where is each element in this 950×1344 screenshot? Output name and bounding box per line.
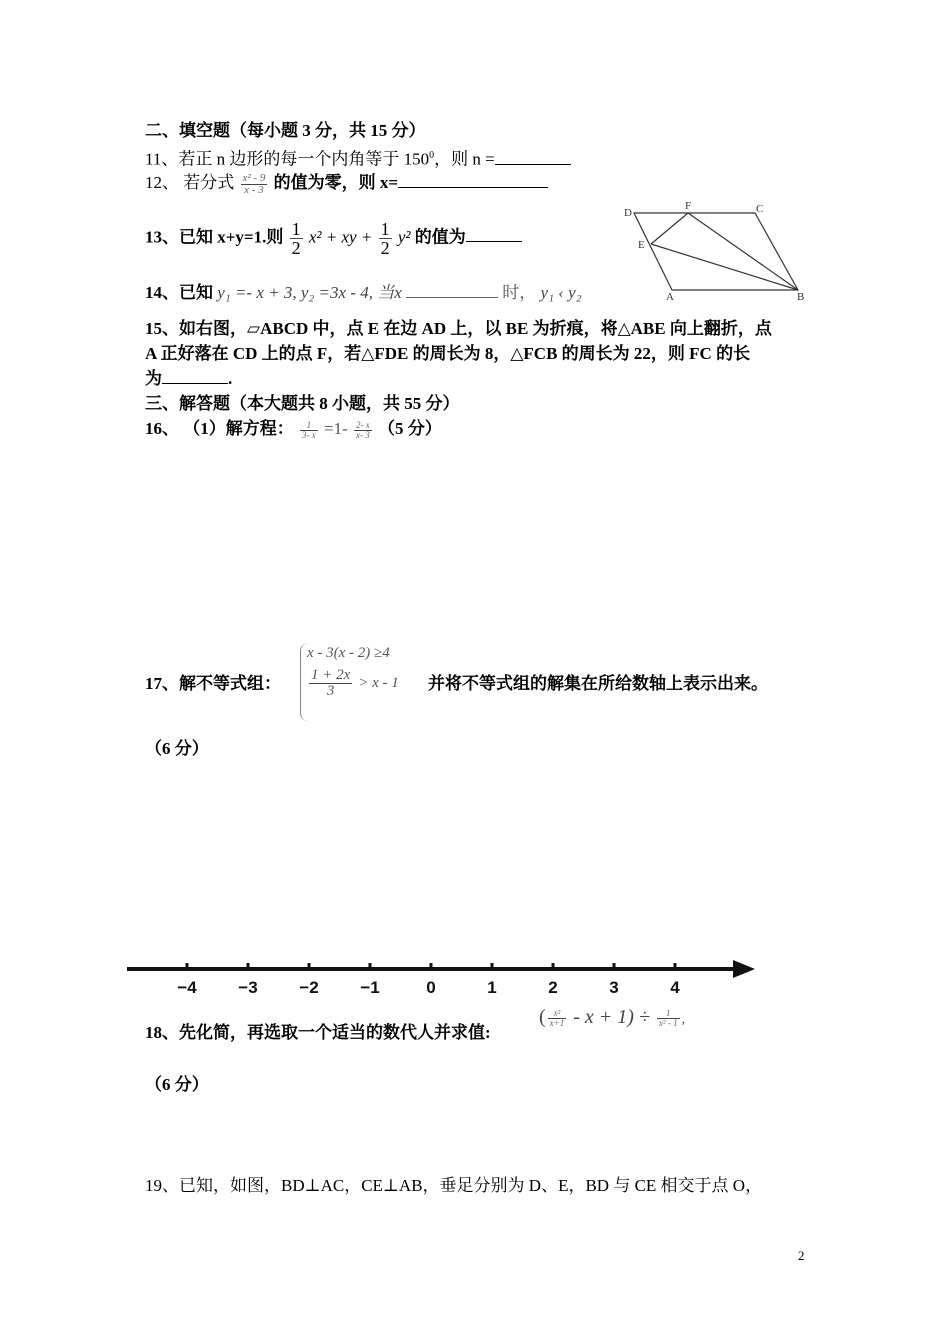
q18-fraction-2-den: x² - 1 <box>658 1017 678 1028</box>
section-3-heading: 三、解答题（本大题共 8 小题，共 55 分） <box>145 394 460 413</box>
question-18-prefix: 18、先化简，再选取一个适当的数代人并求值: <box>145 1023 491 1042</box>
q14-expression: y₁ =- x + 3, y₂ =3x - 4, 当x <box>217 283 402 302</box>
q11-degree-sup: 0 <box>429 150 435 161</box>
question-15-line-1: 15、如右图，▱ABCD 中，点 E 在边 AD 上，以 BE 为折痕，将△ABE 向上翻折，点 <box>145 319 772 338</box>
label-a: A <box>666 291 674 303</box>
q13-half-1-num: 1 <box>291 219 301 239</box>
q17-inequality-system <box>300 643 399 721</box>
q16-fraction-1 <box>300 421 318 440</box>
question-16 <box>145 418 442 448</box>
question-14 <box>145 282 582 304</box>
q11-answer-blank[interactable] <box>495 150 571 165</box>
q16-score: （5 分） <box>378 419 442 438</box>
q13-half-2-den: 2 <box>380 238 390 258</box>
section-2-heading: 二、填空题（每小题 3 分，共 15 分） <box>145 121 426 140</box>
question-12 <box>145 172 548 212</box>
q12-suffix: 的值为零，则 x= <box>273 173 399 192</box>
q17-inequality-2 <box>307 668 399 699</box>
q17-inequality-1: x - 3(x - 2) ≥4 <box>307 645 390 661</box>
number-line-arrow <box>733 960 755 978</box>
number-line-label: −1 <box>360 978 380 997</box>
q16-fraction-2-num: 2- x <box>356 419 370 430</box>
q11-tail: ，则 n = <box>434 149 495 169</box>
q13-y2: y² <box>397 227 411 247</box>
number-line-label: 1 <box>487 978 497 997</box>
q13-mid: x² + xy + <box>308 227 373 247</box>
q13-suffix: 的值为 <box>414 227 466 247</box>
q16-equals: =1- <box>324 419 348 438</box>
number-line-label: −2 <box>299 978 319 997</box>
label-b: B <box>797 291 805 303</box>
q13-half-2 <box>379 220 392 257</box>
question-17-prefix: 17、解不等式组： <box>145 674 281 693</box>
q17-fraction <box>309 668 352 699</box>
q18-score: （6 分） <box>145 1075 209 1094</box>
q18-open-paren: ( <box>539 1006 546 1028</box>
q16-fraction-2-den: x- 3 <box>356 429 370 440</box>
q18-fraction-1 <box>548 1009 567 1028</box>
q11-text: 11、若正 n 边形的每一个内角等于 150 <box>145 149 430 169</box>
q18-mid: - x + 1) ÷ <box>573 1006 650 1028</box>
q17-suffix: 并将不等式组的解集在所给数轴上表示出来。 <box>428 674 768 693</box>
q16-fraction-2 <box>354 421 372 440</box>
question-15-line-3 <box>145 368 232 390</box>
parallelogram-figure <box>620 198 815 306</box>
label-e: E <box>638 239 645 251</box>
q14-relation: y₁ ‹ y₂ <box>540 283 582 302</box>
number-line-label: −4 <box>177 978 197 997</box>
q17-fraction-den: 3 <box>326 683 335 699</box>
q17-fraction-num: 1 + 2x <box>311 667 351 683</box>
page-number: 2 <box>798 1248 805 1263</box>
q18-fraction-2 <box>657 1009 680 1028</box>
q16-fraction-1-den: 3- x <box>302 429 316 440</box>
q18-fraction-1-den: x+1 <box>549 1017 565 1028</box>
label-f: F <box>685 200 692 212</box>
q12-prefix: 12、 若分式 <box>145 173 235 192</box>
number-line[interactable] <box>125 955 760 1000</box>
q12-fraction <box>241 173 268 196</box>
q12-numerator: x² - 9 <box>242 171 266 184</box>
q15-prefix: 为 <box>145 369 162 388</box>
q13-answer-blank[interactable] <box>466 227 522 242</box>
question-11 <box>145 145 571 171</box>
q18-expression <box>539 1006 685 1029</box>
q16-prefix: 16、 （1）解方程： <box>145 419 294 438</box>
q18-fraction-1-num: x² <box>548 1009 567 1019</box>
number-line-label: 0 <box>426 978 436 997</box>
q16-fraction-1-num: 1 <box>300 421 318 431</box>
number-line-label: −3 <box>238 978 258 997</box>
number-line-label: 4 <box>670 978 680 997</box>
q13-half-1-den: 2 <box>291 238 301 258</box>
q12-denominator: x - 3 <box>244 183 264 196</box>
q15-answer-blank[interactable] <box>162 369 228 384</box>
q12-answer-blank[interactable] <box>398 173 548 188</box>
parallelogram-abcd <box>634 213 798 290</box>
q13-half-1 <box>290 220 303 257</box>
q18-fraction-2-num: 1 <box>657 1009 680 1019</box>
q13-prefix: 13、已知 x+y=1.则 <box>145 227 284 247</box>
question-19: 19、已知，如图，BD⊥AC，CE⊥AB，垂足分别为 D、E，BD 与 CE 相交于点 O， <box>145 1176 763 1195</box>
segment-ef <box>651 213 688 244</box>
label-d: D <box>624 207 632 219</box>
q14-answer-blank[interactable] <box>406 283 498 298</box>
segment-fb <box>688 213 798 290</box>
number-line-label: 3 <box>609 978 619 997</box>
q14-prefix: 14、已知 <box>145 283 213 302</box>
q13-half-2-num: 1 <box>380 219 390 239</box>
q18-comma: , <box>681 1012 686 1027</box>
question-15-line-2: A 正好落在 CD 上的点 F，若△FDE 的周长为 8，△FCB 的周长为 22，则 FC 的长 <box>145 344 751 363</box>
question-13 <box>145 220 522 266</box>
label-c: C <box>756 203 764 215</box>
q14-when: 时， <box>502 283 537 302</box>
q15-end: . <box>228 369 233 388</box>
q17-inequality-2-tail: > x - 1 <box>358 675 399 692</box>
q17-score: （6 分） <box>145 739 209 758</box>
number-line-label: 2 <box>548 978 558 997</box>
